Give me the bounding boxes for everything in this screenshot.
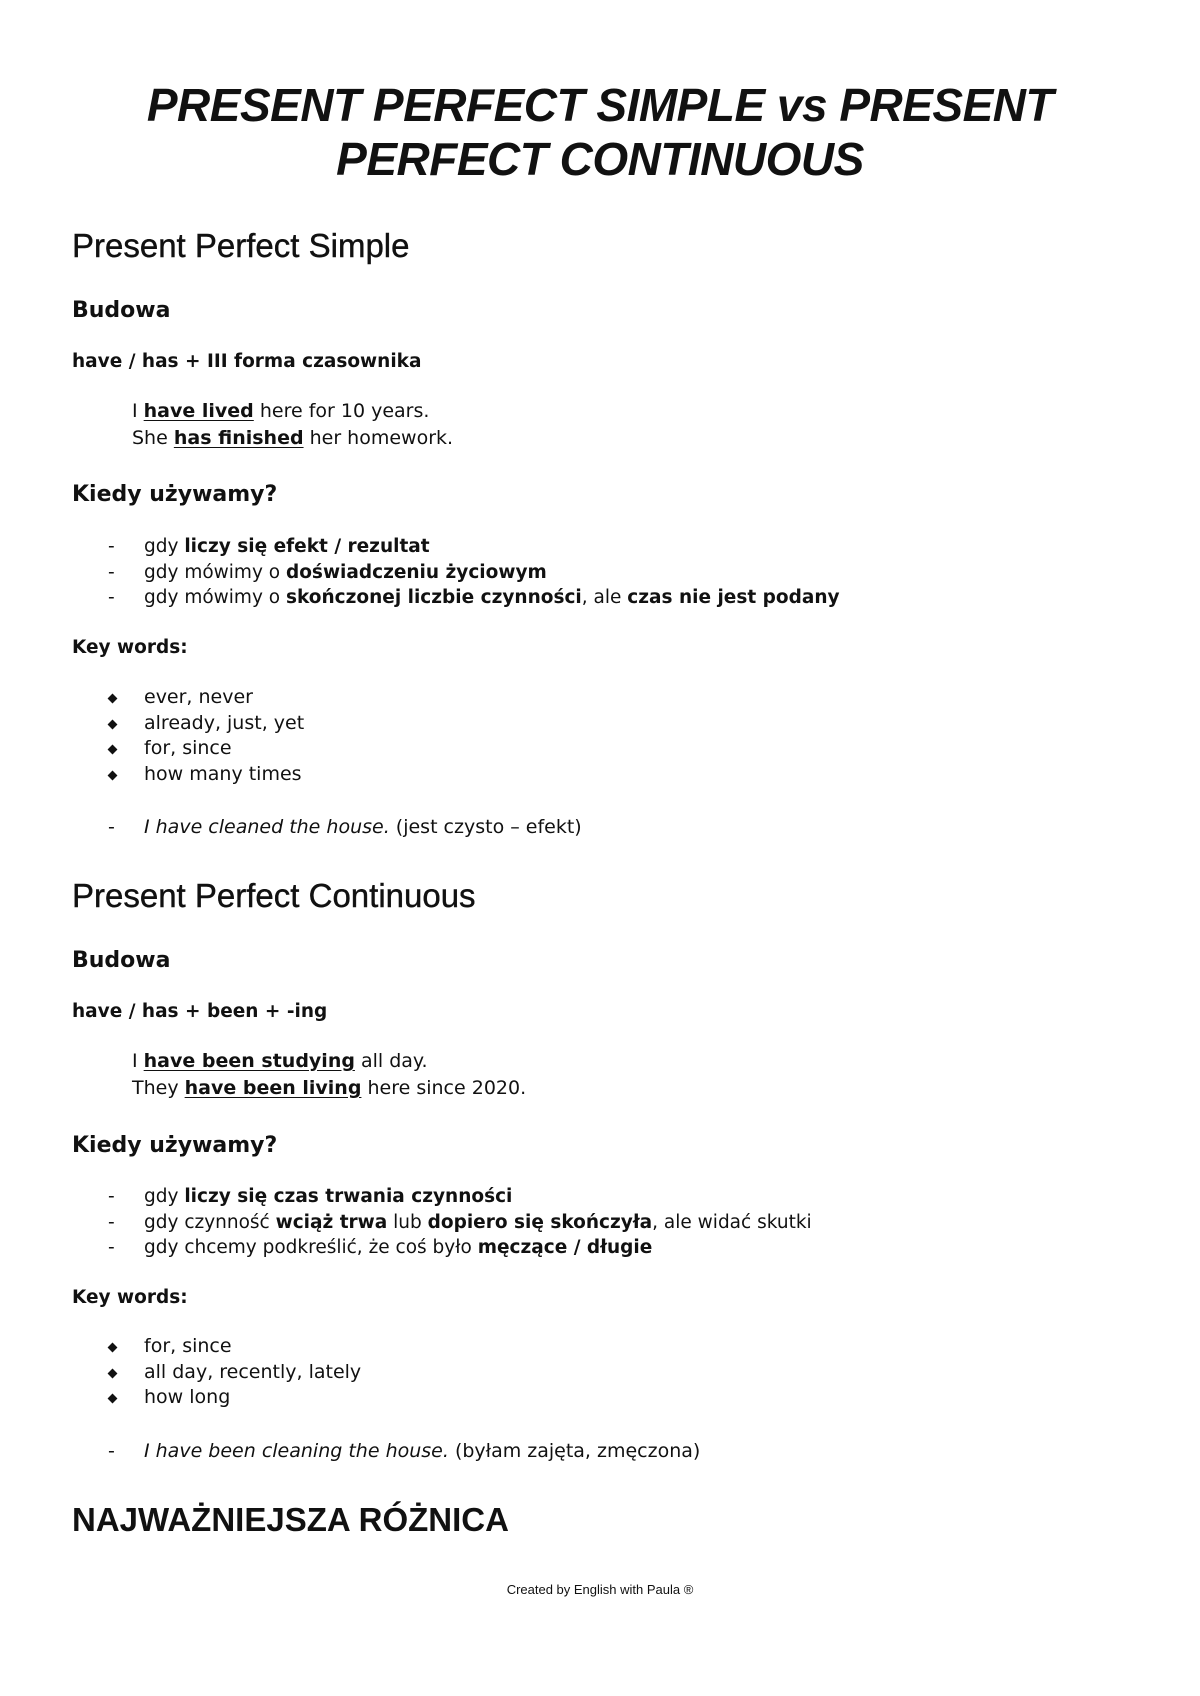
list-item: ever, never (100, 685, 304, 711)
key-words-label-continuous: Key words: (72, 1287, 188, 1308)
example-verb: have lived (143, 400, 254, 422)
example-sentence: I have been studying all day. (132, 1050, 428, 1072)
section-heading-continuous: Present Perfect Continuous (72, 877, 476, 914)
page-title-line-2: PERFECT CONTINUOUS (336, 133, 864, 185)
usage-list-continuous (100, 1184, 812, 1261)
document-page: PRESENT PERFECT SIMPLE vs PRESENT PERFECT CONTINUOUS Present Perfect Simple Budowa have / has + III forma czasownika I have lived here for 10 years. She has finished her homework. Kiedy używamy? - gdy liczy się efekt / rezultat - gdy mówimy o doświadczeniu życiowym - gdy mówimy o skończonej liczbie czynności, ale czas nie jest podany Key words: ever, never already, just, yet for, since how many times - I have cleaned the house. (jest czysto – efekt) Present Perfect Continuous Budowa have / has + been + -ing I have been studying all day. They have been living here since 2020. Kiedy używamy? - gdy liczy się czas trwania czynności - gdy czynność wciąż trwa lub dopiero się skończyła, ale widać skutki - gdy chcemy podkreślić, że coś było męczące / długie Key words: for, since all day, recently, lately how long - I have been cleaning the house. (byłam zajęta, zmęczona) NAJWAŻNIEJSZA RÓŻNICA Created by English with Paula ® (0, 0, 1200, 1696)
list-item: how many times (100, 762, 304, 788)
bullet-icon (108, 745, 118, 755)
usage-list-simple (100, 534, 840, 611)
formula-simple: have / has + III forma czasownika (72, 351, 422, 372)
bullet-icon (108, 770, 118, 780)
list-item: - gdy czynność wciąż trwa lub dopiero się skończyła, ale widać skutki (108, 1211, 812, 1233)
example-verb: have been living (184, 1077, 362, 1099)
bullet-icon (108, 719, 118, 729)
footer-credit: Created by English with Paula ® (506, 1582, 694, 1597)
list-item: for, since (100, 1334, 361, 1360)
list-item: all day, recently, lately (100, 1360, 361, 1386)
formula-continuous: have / has + been + -ing (72, 1001, 328, 1022)
bullet-icon (108, 1368, 118, 1378)
kiedy-label-simple: Kiedy używamy? (72, 482, 278, 507)
list-item: already, just, yet (100, 711, 304, 737)
bullet-icon (108, 694, 118, 704)
page-title (60, 78, 1140, 186)
key-words-list-simple (100, 685, 304, 787)
budowa-label-continuous: Budowa (72, 948, 171, 973)
list-item: - gdy liczy się efekt / rezultat (108, 536, 430, 557)
bullet-icon (108, 1343, 118, 1353)
example-sentence: They have been living here since 2020. (132, 1077, 527, 1099)
difference-heading: NAJWAŻNIEJSZA RÓŻNICA (72, 1501, 509, 1538)
section-heading-simple: Present Perfect Simple (72, 227, 410, 264)
kiedy-label-continuous: Kiedy używamy? (72, 1133, 278, 1158)
page-title-line-1: PRESENT PERFECT SIMPLE vs PRESENT (146, 79, 1054, 131)
list-item: - gdy chcemy podkreślić, że coś było męczące / długie (108, 1237, 653, 1258)
list-item: - gdy liczy się czas trwania czynności (108, 1186, 513, 1207)
example-sentence: She has finished her homework. (132, 427, 454, 449)
example-sentence: I have lived here for 10 years. (132, 400, 430, 422)
key-words-label-simple: Key words: (72, 637, 188, 658)
example-verb: has finished (173, 427, 304, 449)
example-verb: have been studying (143, 1050, 355, 1072)
budowa-label-simple: Budowa (72, 298, 171, 323)
key-words-list-continuous (100, 1334, 361, 1411)
list-item: how long (100, 1385, 361, 1411)
list-item: - gdy mówimy o doświadczeniu życiowym (108, 561, 547, 583)
list-item: - gdy mówimy o skończonej liczbie czynności, ale czas nie jest podany (108, 587, 840, 608)
list-item: for, since (100, 736, 304, 762)
bullet-icon (108, 1394, 118, 1404)
